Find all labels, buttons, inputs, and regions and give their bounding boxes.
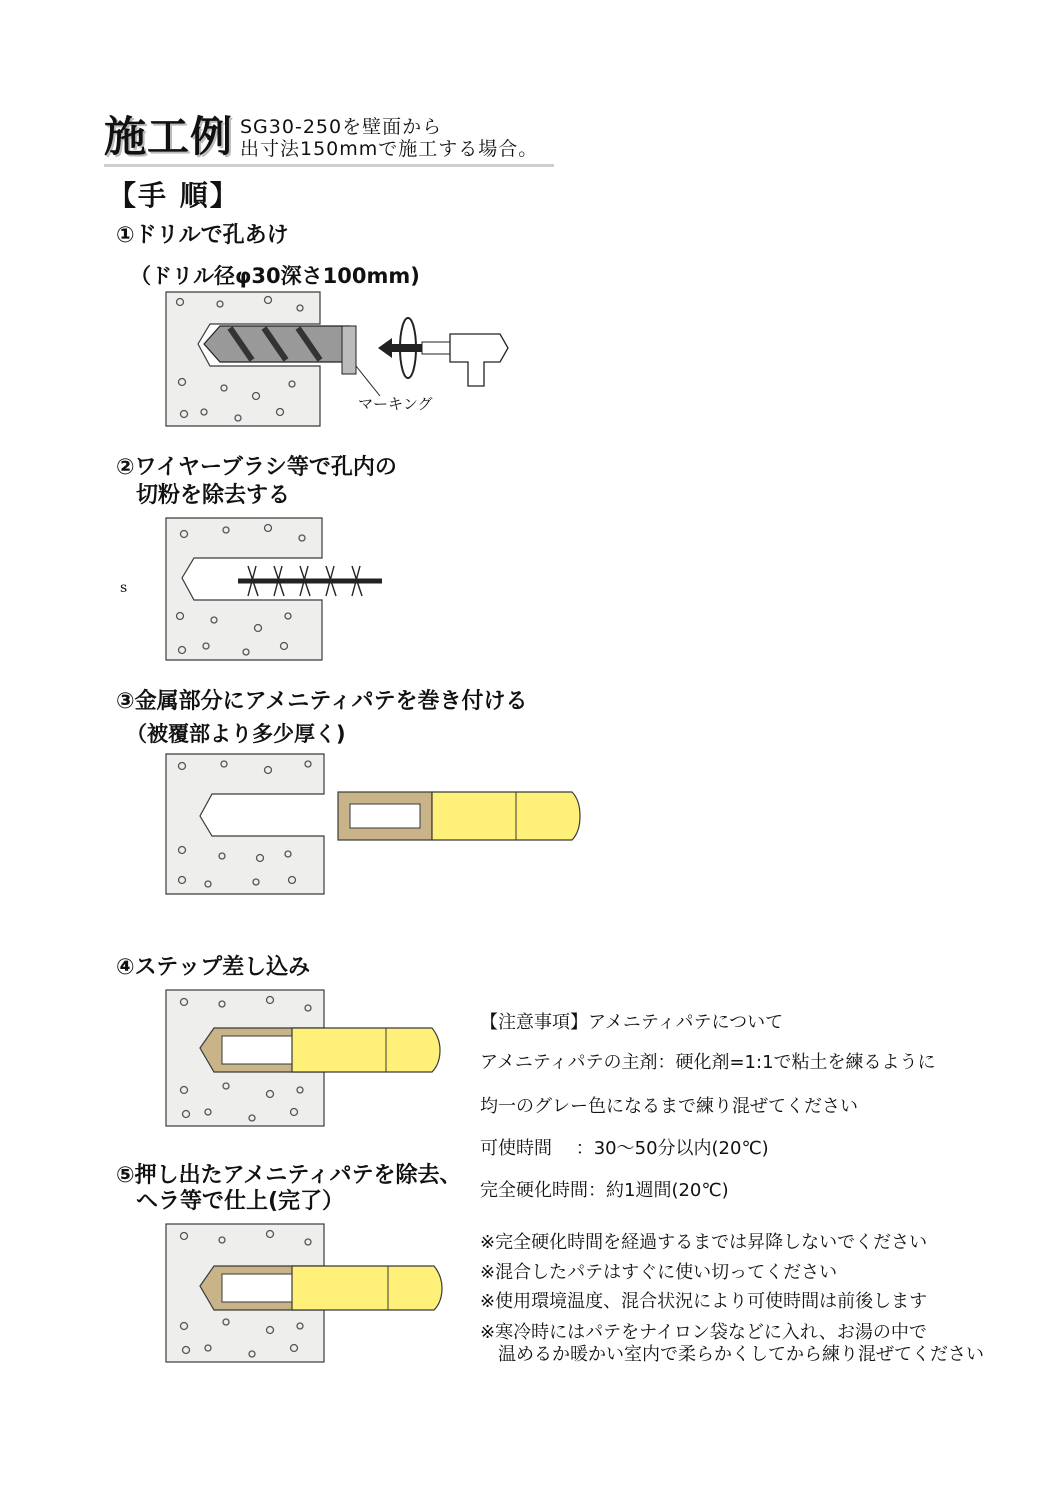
section-title: 【手 順】 (108, 179, 240, 212)
notes-mix-line-2: 均一のグレー色になるまで練り混ぜてください (480, 1096, 858, 1117)
notes-cure-time: 完全硬化時間：約1週間(20℃) (480, 1180, 729, 1201)
metal-bore (222, 1274, 292, 1302)
step-2-title: ②ワイヤーブラシ等で孔内の (116, 455, 397, 480)
subtitle-line-2: 出寸法150mmで施工する場合。 (240, 138, 539, 160)
step-1-subtitle: （ドリル径φ30深さ100mm) (130, 264, 420, 288)
drill-chuck-collar (342, 326, 356, 374)
step-2-subtitle: 切粉を除去する (136, 483, 291, 508)
s-mark: s (120, 580, 128, 596)
brush-figure (160, 516, 390, 662)
metal-bore (350, 804, 420, 828)
drill-shaft (422, 342, 450, 354)
notes-pot-life: 可使時間 ：30～50分以内(20℃) (480, 1138, 769, 1159)
notes-mix-line-1: アメニティパテの主剤：硬化剤=1:1で粘土を練るように (480, 1052, 936, 1073)
finish-figure (160, 1222, 450, 1364)
step-5-subtitle: ヘラ等で仕上(完了） (136, 1189, 345, 1214)
step-3-title: ③金属部分にアメニティパテを巻き付ける (116, 689, 528, 714)
notes-heading: 【注意事項】アメニティパテについて (480, 1012, 784, 1033)
subtitle-line-1: SG30-250を壁面から (240, 116, 443, 138)
step-3-subtitle: （被覆部より多少厚く) (126, 722, 346, 746)
notes-warning-3: ※使用環境温度、混合状況により可使時間は前後します (480, 1291, 928, 1312)
hammer-drill-icon (450, 334, 508, 386)
notes-warning-2: ※混合したパテはすぐに使い切ってください (480, 1262, 838, 1283)
marking-leader (356, 366, 380, 396)
putty-coating (292, 1028, 440, 1072)
marking-label: マーキング (358, 395, 433, 413)
page-title: 施工例 (104, 112, 234, 161)
page-subtitle (240, 116, 538, 160)
putty-wrap-figure (160, 750, 590, 896)
wall-block (166, 754, 324, 894)
putty-coating (432, 792, 580, 840)
metal-bore (222, 1036, 292, 1064)
drill-figure (160, 286, 540, 432)
notes-warning-4: ※寒冷時にはパテをナイロン袋などに入れ、お湯の中で 温めるか暖かい室内で柔らかくしてから練り混ぜてください (480, 1322, 984, 1365)
insert-figure (160, 988, 450, 1128)
notes-warning-1: ※完全硬化時間を経過するまでは昇降しないでください (480, 1232, 928, 1253)
step-5-title: ⑤押し出たアメニティパテを除去、 (116, 1163, 462, 1188)
putty-coating (292, 1266, 442, 1310)
step-1-title: ①ドリルで孔あけ (116, 223, 289, 248)
title-underline (104, 164, 554, 167)
step-4-title: ④ステップ差し込み (116, 955, 311, 980)
